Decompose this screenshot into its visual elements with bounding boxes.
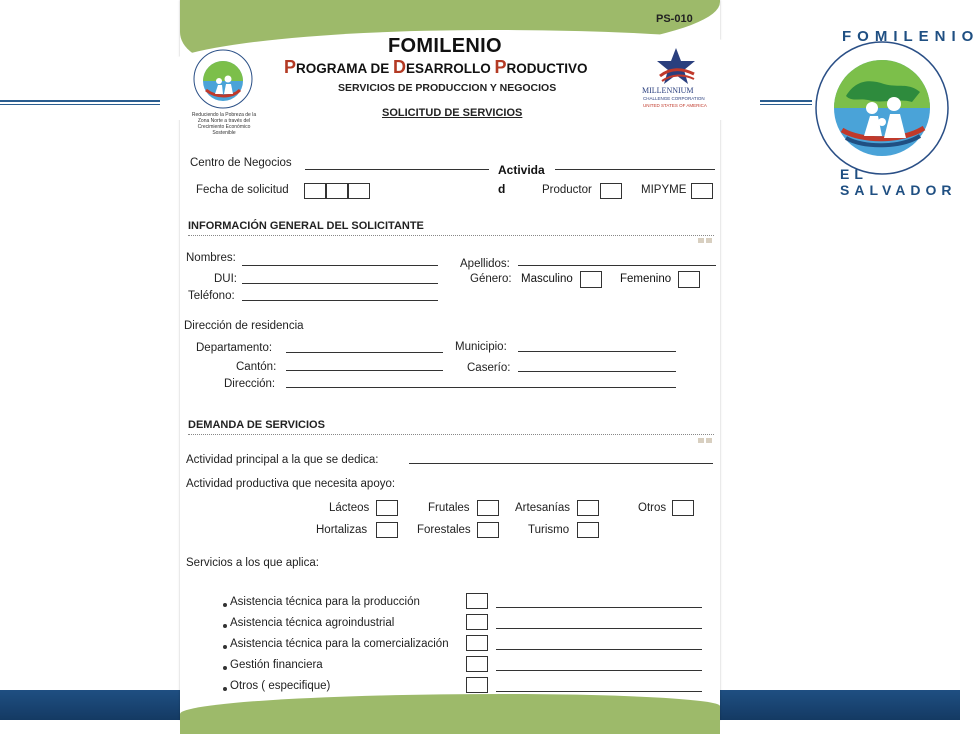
mipyme-checkbox[interactable] (691, 183, 713, 199)
dui-field[interactable] (242, 283, 438, 284)
cap-letter: P (494, 57, 507, 77)
fomilenio-seal-logo (812, 38, 952, 178)
fecha-label: Fecha de solicitud (196, 184, 289, 196)
departamento-field[interactable] (286, 352, 443, 353)
title-word: RODUCTIVO (506, 61, 588, 76)
seal-top-text: FOMILENIO (842, 28, 979, 45)
apellidos-label: Apellidos: (460, 258, 510, 270)
forestales-checkbox[interactable] (477, 522, 499, 538)
apellidos-field[interactable] (518, 265, 716, 266)
telefono-label: Teléfono: (188, 290, 235, 302)
slide-rule-left (0, 100, 180, 102)
municipio-label: Municipio: (455, 341, 507, 353)
section-demanda-title: DEMANDA DE SERVICIOS (188, 419, 325, 431)
productor-checkbox[interactable] (600, 183, 622, 199)
title-word: ESARROLLO (406, 61, 495, 76)
hortalizas-label: Hortalizas (316, 524, 368, 536)
servicio-item: Asistencia técnica agroindustrial (230, 617, 395, 629)
dui-label: DUI: (214, 273, 237, 285)
masculino-checkbox[interactable] (580, 271, 602, 288)
artesanias-checkbox[interactable] (577, 500, 599, 516)
fecha-month-box[interactable] (326, 183, 348, 199)
form-code: PS-010 (656, 13, 693, 25)
turismo-checkbox[interactable] (577, 522, 599, 538)
productor-label: Productor (542, 184, 592, 196)
bullet (223, 645, 227, 649)
bullet (223, 603, 227, 607)
form-title: SOLICITUD DE SERVICIOS (382, 107, 523, 119)
servicio-checkbox[interactable] (466, 677, 488, 693)
mcc-line3: UNITED STATES OF AMERICA (643, 103, 707, 108)
servicio-item: Asistencia técnica para la producción (230, 596, 420, 608)
program-title (284, 57, 588, 78)
fecha-year-box[interactable] (348, 183, 370, 199)
nombres-label: Nombres: (186, 252, 236, 264)
fomilenio-small-logo (192, 48, 254, 110)
departamento-label: Departamento: (196, 342, 273, 354)
actividad-field[interactable] (555, 169, 715, 170)
servicios-label: Servicios a los que aplica: (186, 557, 319, 569)
fecha-day-box[interactable] (304, 183, 326, 199)
slide-rule-left-thin (0, 104, 180, 105)
lacteos-label: Lácteos (329, 502, 370, 514)
servicio-checkbox[interactable] (466, 656, 488, 672)
servicio-checkbox[interactable] (466, 593, 488, 609)
centro-negocios-field[interactable] (305, 169, 489, 170)
otros-option-checkbox[interactable] (672, 500, 694, 516)
caserio-label: Caserío: (467, 362, 511, 374)
mcc-line1: MILLENNIUM (642, 86, 694, 95)
canton-label: Cantón: (236, 361, 277, 373)
caserio-field[interactable] (518, 371, 676, 372)
cap-letter: D (393, 57, 407, 77)
artesanias-label: Artesanías (515, 502, 570, 514)
form-page (180, 0, 720, 720)
servicio-field[interactable] (496, 607, 702, 608)
municipio-field[interactable] (518, 351, 676, 352)
servicio-item: Otros ( especifique) (230, 680, 331, 692)
otros-option-label: Otros (638, 502, 667, 514)
direccion-label: Dirección: (224, 378, 276, 390)
femenino-checkbox[interactable] (678, 271, 700, 288)
direccion-residencia-label: Dirección de residencia (184, 320, 304, 332)
section-info-rule (188, 235, 714, 236)
actividad-principal-label: Actividad principal a la que se dedica: (186, 454, 379, 466)
actividad-label: Actividad (498, 163, 545, 196)
centro-negocios-label: Centro de Negocios (190, 157, 292, 169)
frutales-checkbox[interactable] (477, 500, 499, 516)
org-title: FOMILENIO (388, 35, 502, 57)
canton-field[interactable] (286, 370, 443, 371)
femenino-label: Femenino (620, 273, 672, 285)
genero-label: Género: (470, 273, 512, 285)
section-info-title: INFORMACIÓN GENERAL DEL SOLICITANTE (188, 220, 424, 232)
mipyme-label: MIPYME (641, 184, 687, 196)
bullet (223, 624, 227, 628)
nombres-field[interactable] (242, 265, 438, 266)
section-info-dots (698, 230, 714, 235)
servicio-item: Asistencia técnica para la comercialización (230, 638, 449, 650)
actividad-productiva-label: Actividad productiva que necesita apoyo: (186, 478, 396, 490)
actividad-principal-field[interactable] (409, 463, 713, 464)
turismo-label: Turismo (528, 524, 570, 536)
masculino-label: Masculino (521, 273, 573, 285)
bullet (223, 687, 227, 691)
footer-green-band (180, 694, 720, 734)
caption-line: Sostenible (212, 130, 236, 136)
cap-letter: P (284, 57, 297, 77)
subtitle: SERVICIOS DE PRODUCCION Y NEGOCIOS (338, 82, 557, 94)
forestales-label: Forestales (417, 524, 471, 536)
mcc-line2: CHALLENGE CORPORATION (643, 96, 705, 101)
servicio-checkbox[interactable] (466, 635, 488, 651)
left-logo-caption (186, 112, 262, 136)
frutales-label: Frutales (428, 502, 470, 514)
servicio-field[interactable] (496, 691, 702, 692)
servicio-field[interactable] (496, 670, 702, 671)
caption-line: Reduciendo la Pobreza de la (191, 112, 257, 118)
hortalizas-checkbox[interactable] (376, 522, 398, 538)
servicio-checkbox[interactable] (466, 614, 488, 630)
caption-line: Zona Norte a través del (197, 118, 251, 124)
servicio-item: Gestión financiera (230, 659, 323, 671)
title-word: ROGRAMA DE (296, 61, 394, 76)
telefono-field[interactable] (242, 300, 438, 301)
lacteos-checkbox[interactable] (376, 500, 398, 516)
servicio-field[interactable] (496, 628, 702, 629)
section-demanda-rule (188, 434, 714, 435)
servicio-field[interactable] (496, 649, 702, 650)
section-demanda-dots (698, 430, 714, 435)
caption-line: Crecimiento Económico (197, 124, 251, 130)
bullet (223, 666, 227, 670)
mcc-star-logo (654, 46, 698, 86)
direccion-field[interactable] (286, 387, 676, 388)
seal-bottom-text: EL SALVADOR (840, 166, 957, 198)
